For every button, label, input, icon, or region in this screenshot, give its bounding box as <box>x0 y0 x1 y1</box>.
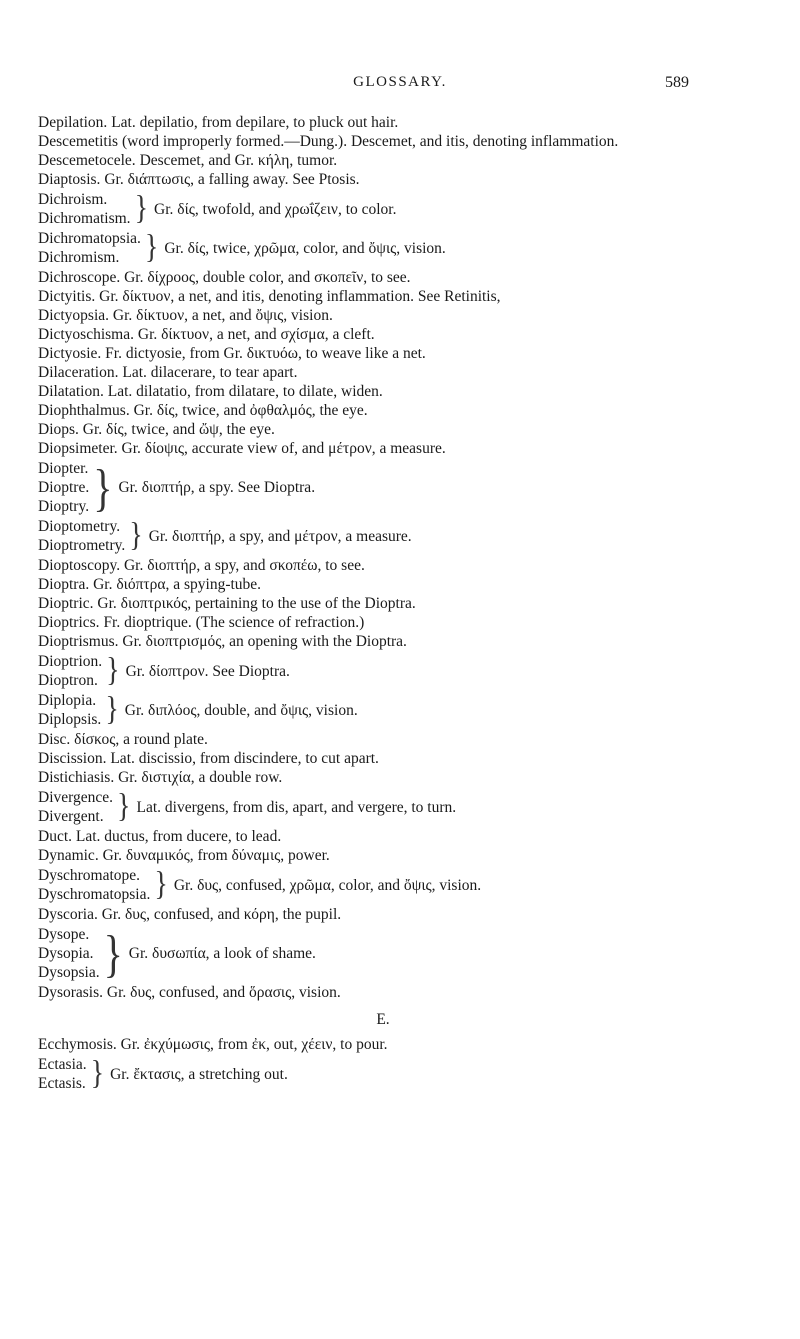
entry-term: Dilaceration. <box>38 364 119 381</box>
entry-definition: Gr. δίς, twofold, and χρωΐζειν, to color. <box>154 200 397 218</box>
running-title: GLOSSARY. <box>353 74 447 90</box>
entry-terms <box>38 190 135 228</box>
brace-glyph: } <box>129 516 143 554</box>
glossary-entry <box>38 556 768 575</box>
entry-term: Dictyosie. <box>38 345 102 362</box>
entry-term: Dioptrics. <box>38 614 100 631</box>
entry-term: Dioptric. <box>38 595 94 612</box>
glossary-entry <box>38 768 768 787</box>
entry-term: Dioptrismus. <box>38 633 119 650</box>
entry-terms <box>38 691 105 729</box>
entry-term: Duct. <box>38 828 73 845</box>
entry-definition: Descemet, and Gr. κήλη, tumor. <box>135 152 338 169</box>
entry-definition: Lat. depilatio, from depilare, to pluck out hair. <box>107 114 399 131</box>
entry-terms <box>38 229 145 267</box>
entry-term: Dysopia. <box>38 945 94 962</box>
entry-term: Dioptrion. <box>38 653 103 670</box>
entry-term: Disc. <box>38 731 71 748</box>
page-header <box>0 74 800 94</box>
section-letter: E. <box>376 1011 390 1028</box>
entry-terms <box>38 652 106 690</box>
entry-definition: Gr. δίκτυον, a net, and ὄψις, vision. <box>109 307 333 324</box>
entry-definition: Gr. δυς, confused, and ὅρασις, vision. <box>103 984 341 1001</box>
entry-term: Diplopsis. <box>38 711 102 728</box>
entry-term: Dichroscope. <box>38 269 121 286</box>
entry-terms <box>38 788 117 826</box>
entry-term: Dictyoschisma. <box>38 326 134 343</box>
entry-definition: Gr. ἐκχύμωσις, from ἐκ, out, χέειν, to pour. <box>116 1036 388 1053</box>
entry-term: Dichromism. <box>38 249 120 266</box>
entry-term: Dichromatopsia. <box>38 230 141 247</box>
glossary-entry <box>38 287 768 306</box>
glossary-entry <box>38 344 768 363</box>
entry-definition: Gr. δυς, confused, χρῶμα, color, and ὄψις, vision. <box>173 876 482 894</box>
entry-definition: Lat. discissio, from discindere, to cut apart. <box>106 750 379 767</box>
entry-definition: Gr. διπλόος, double, and ὄψις, vision. <box>124 701 358 719</box>
entry-term: Dictyopsia. <box>38 307 110 324</box>
brace-glyph: } <box>144 228 159 266</box>
glossary-entry <box>38 132 768 151</box>
entry-term: Dyschromatopsia. <box>38 886 151 903</box>
glossary-entry <box>38 306 768 325</box>
entry-terms <box>38 459 93 516</box>
entry-definition: Gr. διοπτήρ, a spy, and σκοπέω, to see. <box>120 557 365 574</box>
entry-term: Depilation. <box>38 114 108 131</box>
brace-glyph: } <box>106 651 120 689</box>
entry-definition: Lat. divergens, from dis, apart, and vergere, to turn. <box>136 798 457 816</box>
entry-definition: Gr. δυναμικός, from δύναμις, power. <box>98 847 330 864</box>
brace-glyph: } <box>117 787 131 825</box>
glossary-entry <box>38 983 768 1002</box>
entry-term: Diophthalmus. <box>38 402 130 419</box>
glossary-entry <box>38 325 768 344</box>
glossary-entry <box>38 113 768 132</box>
brace-glyph: } <box>103 923 123 983</box>
glossary-entry-group <box>38 517 768 555</box>
entry-definition: Gr. διοπτήρ, a spy, and μέτρον, a measure. <box>148 527 412 545</box>
entry-term: Discission. <box>38 750 107 767</box>
entry-term: Ectasia. <box>38 1056 87 1073</box>
glossary-entry-group <box>38 190 768 228</box>
glossary-entry-group <box>38 925 768 982</box>
glossary-entry <box>38 632 768 651</box>
entry-term: Descemetocele. <box>38 152 136 169</box>
glossary-entry <box>38 846 768 865</box>
glossary-entry <box>38 730 768 749</box>
glossary-entry <box>38 382 768 401</box>
glossary-entry-group <box>38 866 768 904</box>
entry-term: Dioptron. <box>38 672 98 689</box>
entry-definition: Gr. δίκτυον, a net, and itis, denoting inflammation. See Retinitis, <box>95 288 501 305</box>
brace-glyph: } <box>134 189 149 227</box>
brace-glyph: } <box>105 690 119 728</box>
entries-e <box>38 1035 768 1093</box>
entry-term: Dysope. <box>38 926 90 943</box>
entry-definition: Gr. διστιχία, a double row. <box>114 769 283 786</box>
glossary-entry <box>38 905 768 924</box>
entry-term: Dioptry. <box>38 498 90 515</box>
glossary-entry <box>38 170 768 189</box>
glossary-entry-group <box>38 229 768 267</box>
entry-definition: Gr. δίς, twice, and ὤψ, the eye. <box>78 421 275 438</box>
entry-term: Ecchymosis. <box>38 1036 117 1053</box>
entry-definition: Gr. δίκτυον, a net, and σχίσμα, a cleft. <box>134 326 375 343</box>
glossary-entry <box>38 827 768 846</box>
entry-term: Dioptra. <box>38 576 90 593</box>
page-number: 589 <box>665 74 689 91</box>
entry-term: Dynamic. <box>38 847 99 864</box>
entry-definition: Gr. διοπτρισμός, an opening with the Dioptra. <box>118 633 407 650</box>
entry-term: Diplopia. <box>38 692 97 709</box>
entry-definition: Fr. dictyosie, from Gr. δικτυόω, to weave like a net. <box>101 345 426 362</box>
entry-terms <box>38 925 104 982</box>
glossary-entry <box>38 363 768 382</box>
entry-definition: Lat. ductus, from ducere, to lead. <box>72 828 282 845</box>
entry-terms <box>38 517 129 555</box>
entry-definition: Lat. dilacerare, to tear apart. <box>118 364 298 381</box>
entry-term: Diopsimeter. <box>38 440 118 457</box>
glossary-entry-group <box>38 691 768 729</box>
glossary-entry <box>38 613 768 632</box>
entry-term: Descemetitis <box>38 133 119 150</box>
entry-term: Dictyitis. <box>38 288 96 305</box>
glossary-entry-group <box>38 1055 768 1093</box>
entry-terms <box>38 1055 91 1093</box>
entry-definition: Gr. δίς, twice, χρῶμα, color, and ὄψις, vision. <box>164 239 446 257</box>
entry-definition: Gr. δυς, confused, and κόρη, the pupil. <box>97 906 342 923</box>
entry-definition: Gr. δυσωπία, a look of shame. <box>128 945 316 962</box>
entry-term: Dichromatism. <box>38 210 131 227</box>
glossary-entry-group <box>38 788 768 826</box>
glossary-entry <box>38 575 768 594</box>
entry-term: Dichroism. <box>38 191 108 208</box>
entry-definition: Gr. δίς, twice, and ὀφθαλμός, the eye. <box>129 402 368 419</box>
entry-definition: Gr. δίοπτρον. See Dioptra. <box>125 662 290 680</box>
entry-term: Dioptometry. <box>38 518 121 535</box>
glossary-entry-group <box>38 652 768 690</box>
entry-term: Diops. <box>38 421 79 438</box>
brace-glyph: } <box>93 457 113 517</box>
glossary-entries <box>38 113 768 1094</box>
entry-term: Diaptosis. <box>38 171 101 188</box>
entries-d <box>38 113 768 1002</box>
entry-term: Diopter. <box>38 460 89 477</box>
entry-term: Dioptrometry. <box>38 537 126 554</box>
entry-definition: Fr. dioptrique. (The science of refraction.) <box>99 614 365 631</box>
glossary-entry <box>38 268 768 287</box>
entry-definition: (word improperly formed.—Dung.). Descemet, and itis, denoting inflammation. <box>118 133 619 150</box>
entry-term: Dyschromatope. <box>38 867 141 884</box>
entry-definition: δίσκος, a round plate. <box>70 731 208 748</box>
glossary-entry <box>38 749 768 768</box>
entry-term: Divergent. <box>38 808 104 825</box>
entry-term: Dysopsia. <box>38 964 100 981</box>
entry-definition: Gr. διοπτήρ, a spy. See Dioptra. <box>118 479 316 496</box>
glossary-entry <box>38 151 768 170</box>
entry-definition: Gr. δίχροος, double color, and σκοπεῖν, to see. <box>120 269 411 286</box>
brace-glyph: } <box>154 865 168 903</box>
entry-definition: Gr. δίοψις, accurate view of, and μέτρον, a measure. <box>117 440 446 457</box>
entry-definition: Lat. dilatatio, from dilatare, to dilate, widen. <box>103 383 383 400</box>
glossary-entry <box>38 1035 768 1054</box>
glossary-entry <box>38 439 768 458</box>
entry-term: Dyscoria. <box>38 906 98 923</box>
glossary-entry <box>38 401 768 420</box>
glossary-entry-group <box>38 459 768 516</box>
entry-definition: Gr. διόπτρα, a spying-tube. <box>89 576 262 593</box>
entry-term: Dioptoscopy. <box>38 557 121 574</box>
entry-definition: Gr. ἔκτασις, a stretching out. <box>110 1065 288 1083</box>
entry-term: Divergence. <box>38 789 114 806</box>
entry-terms <box>38 866 154 904</box>
glossary-entry <box>38 594 768 613</box>
entry-term: Ectasis. <box>38 1075 86 1092</box>
entry-term: Dioptre. <box>38 479 90 496</box>
entry-definition: Gr. διοπτρικός, pertaining to the use of the Dioptra. <box>93 595 416 612</box>
entry-term: Dysorasis. <box>38 984 104 1001</box>
entry-term: Distichiasis. <box>38 769 115 786</box>
entry-definition: Gr. διάπτωσις, a falling away. See Ptosis. <box>100 171 360 188</box>
entry-term: Dilatation. <box>38 383 104 400</box>
brace-glyph: } <box>90 1054 105 1092</box>
glossary-entry <box>38 420 768 439</box>
